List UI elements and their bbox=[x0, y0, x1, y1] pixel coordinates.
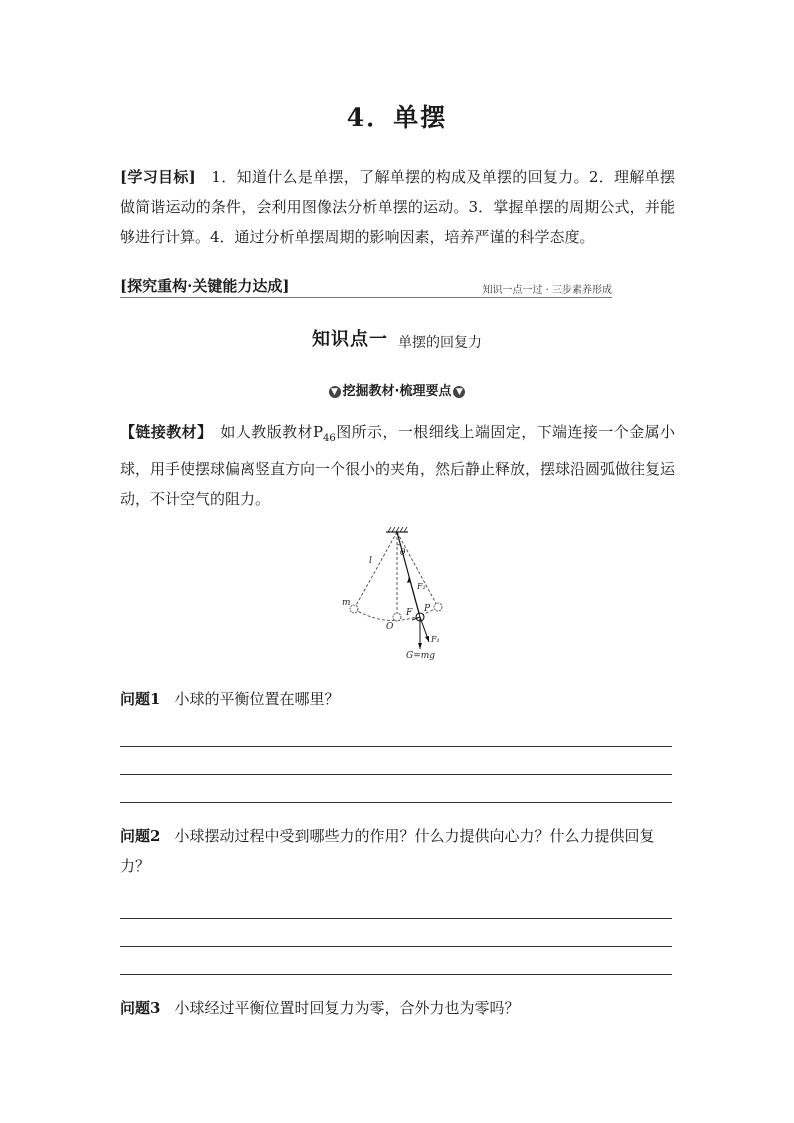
question-label: 问题1 bbox=[120, 690, 161, 708]
objectives-label: [学习目标] bbox=[120, 168, 196, 186]
link-material-paragraph bbox=[120, 417, 675, 514]
ceiling-support bbox=[386, 527, 408, 532]
label-mass: m bbox=[342, 598, 351, 608]
string-left bbox=[354, 532, 397, 609]
answer-line[interactable] bbox=[120, 802, 672, 803]
pendulum-diagram bbox=[336, 525, 456, 663]
question-label: 问题2 bbox=[120, 827, 161, 845]
section-title: [探究重构·关键能力达成] bbox=[120, 277, 290, 295]
label-F2: F₂ bbox=[417, 582, 426, 591]
label-F1: F₁ bbox=[431, 635, 440, 644]
down-arrow-circle-icon: ▼ bbox=[453, 386, 465, 398]
label-F: F bbox=[406, 608, 413, 618]
string-right-extreme bbox=[397, 532, 438, 607]
knowledge-point-name: 单摆的回复力 bbox=[398, 335, 482, 351]
down-arrow-circle-icon: ▼ bbox=[329, 386, 341, 398]
question-text: 小球摆动过程中受到哪些力的作用？什么力提供向心力？什么力提供回复力？ bbox=[120, 827, 655, 875]
question-1 bbox=[120, 684, 675, 714]
label-G: G=mg bbox=[406, 651, 436, 661]
label-length: l bbox=[369, 556, 372, 566]
dig-material-text: 挖掘教材·梳理要点 bbox=[342, 384, 452, 399]
ball-bottom bbox=[393, 613, 401, 621]
ball-left bbox=[350, 605, 358, 613]
question-text: 小球的平衡位置在哪里？ bbox=[174, 690, 340, 708]
answer-line[interactable] bbox=[120, 974, 672, 975]
question-text: 小球经过平衡位置时回复力为零，合外力也为零吗？ bbox=[174, 999, 520, 1017]
objectives-text: 1．知道什么是单摆，了解单摆的构成及单摆的回复力。2．理解单摆做简谐运动的条件，会利用图像法分析单摆的运动。3．掌握单摆的周期公式，并能够进行计算。4．通过分析单摆周期的影响因素，培养严谨的科学态度。 bbox=[120, 168, 675, 246]
link-material-label: 【链接教材】 bbox=[120, 423, 206, 441]
knowledge-point-heading bbox=[0, 325, 794, 351]
question-2 bbox=[120, 821, 675, 881]
answer-line[interactable] bbox=[120, 774, 672, 775]
page-subscript: 46 bbox=[323, 433, 336, 444]
dig-material-banner bbox=[0, 380, 794, 399]
label-P: P bbox=[424, 604, 431, 614]
answer-line[interactable] bbox=[120, 918, 672, 919]
question-3 bbox=[120, 993, 675, 1023]
section-subtitle: 知识一点一过 · 三步素养形成 bbox=[482, 285, 612, 296]
page-title: 4．单摆 bbox=[346, 103, 448, 132]
link-material-text-after: 图所示，一根细线上端固定，下端连接一个金属小球，用手使摆球偏离竖直方向一个很小的夹角，然后静止释放，摆球沿圆弧做往复运动，不计空气的阻力。 bbox=[120, 423, 676, 508]
question-label: 问题3 bbox=[120, 999, 161, 1017]
knowledge-point-number: 知识点一 bbox=[312, 329, 388, 350]
label-theta: θ bbox=[400, 548, 406, 558]
label-O: O bbox=[386, 622, 394, 632]
link-material-text-before: 如人教版教材P bbox=[205, 423, 324, 441]
learning-objectives bbox=[120, 162, 675, 252]
ball-right bbox=[434, 603, 442, 611]
section-header-bar bbox=[120, 275, 612, 298]
answer-line[interactable] bbox=[120, 746, 672, 747]
answer-line[interactable] bbox=[120, 946, 672, 947]
